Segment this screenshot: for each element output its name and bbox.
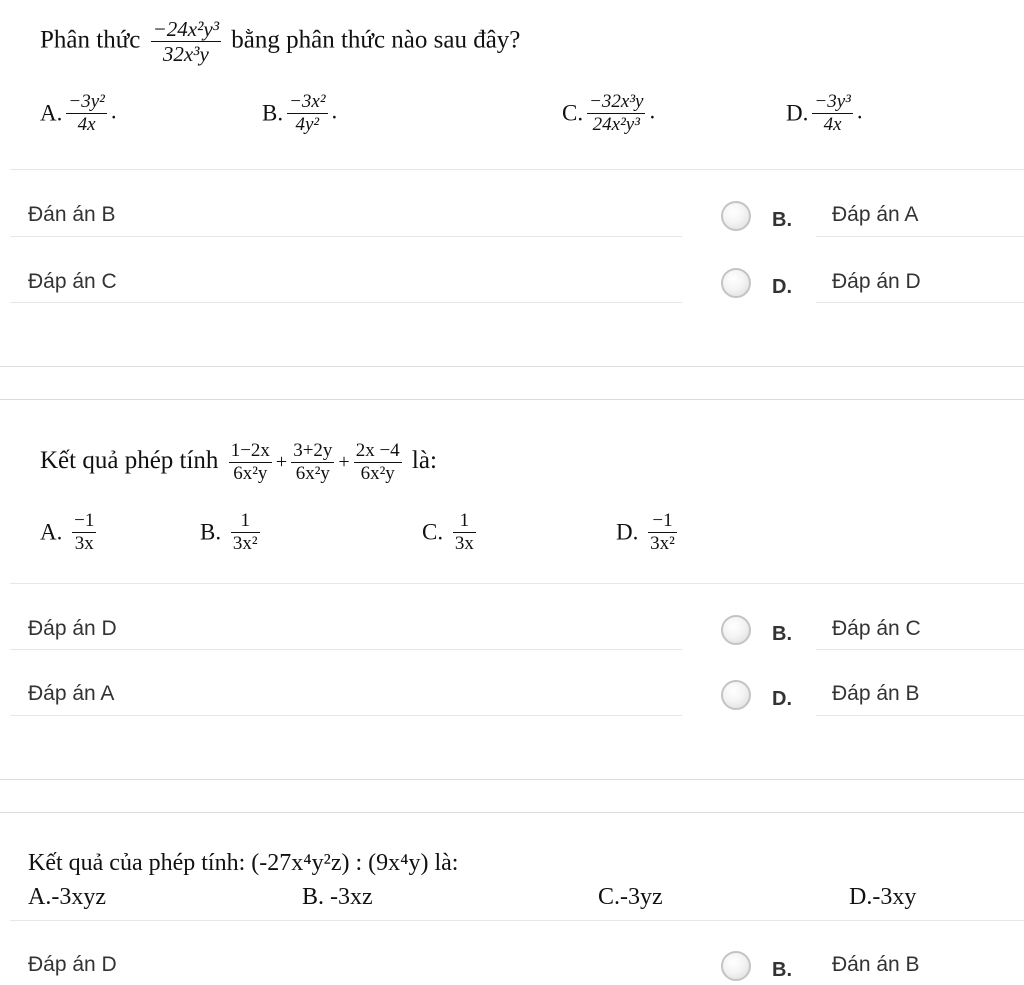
q3-radio-b[interactable] [721,951,751,981]
fraction-denominator: 3x² [232,532,258,554]
fraction-numerator: 1 [453,511,476,533]
option-letter: C. [562,100,584,126]
option-letter: B. [262,100,284,126]
q1-option-d [786,92,863,135]
divider [10,583,1024,584]
option-letter: D. [616,519,639,545]
question-2-fraction-2 [291,441,334,484]
divider [816,302,1024,303]
option-letter: B. [200,519,222,545]
section-separator [0,779,1024,780]
option-fraction [812,92,852,135]
fraction-numerator: −32x³y [589,91,644,112]
q3-option-c: C.-3yz [598,884,663,910]
q2-answer-d[interactable]: Đáp án B [832,682,920,705]
divider [10,236,682,237]
q3-radio-b-label: B. [772,959,792,981]
plus-sign: + [275,451,288,474]
fraction-numerator: 3+2y [293,440,333,461]
fraction-numerator: −3x² [289,91,326,112]
option-letter: A. [40,100,63,126]
q2-radio-d[interactable] [721,680,751,710]
option-fraction [72,511,96,554]
question-2-prefix: Kết quả phép tính [40,447,219,475]
divider [10,715,682,716]
plus-sign: + [338,451,350,474]
fraction-numerator: 1−2x [230,440,270,461]
q2-radio-b-label: B. [772,623,792,645]
q1-answer-d[interactable]: Đáp án D [832,270,921,293]
question-1-prefix: Phân thức [40,26,141,54]
q2-radio-d-label: D. [772,688,792,710]
fraction-denominator: 4x [77,113,96,135]
fraction-denominator: 3x² [650,532,675,554]
question-3-text: Kết quả của phép tính: (-27x⁴y²z) : (9x⁴y) là: [28,850,459,876]
fraction-denominator: 4y² [295,113,320,135]
q1-option-c [562,92,655,135]
q1-option-b [262,92,337,135]
q3-option-a: A.-3xyz [28,884,106,910]
fraction-denominator: 3x [74,532,94,554]
fraction-numerator: 2x −4 [355,440,400,461]
option-fraction [587,92,645,135]
q1-answer-c[interactable]: Đáp án C [28,270,117,293]
fraction-denominator: 6x²y [295,462,330,484]
question-1-text [40,18,520,65]
section-separator [0,399,1024,400]
fraction-denominator: 32x³y [162,42,209,67]
divider [816,236,1024,237]
q3-option-d: D.-3xy [849,884,917,910]
q2-answer-a[interactable]: Đáp án D [28,617,117,640]
q3-answer-a[interactable]: Đáp án D [28,953,117,976]
divider [10,649,682,650]
q2-option-a [40,511,100,554]
q2-answer-c[interactable]: Đáp án A [28,682,115,705]
option-tail: . [856,98,863,124]
fraction-numerator: 1 [231,511,260,533]
section-separator [0,812,1024,813]
q2-option-c [422,511,480,554]
fraction-denominator: 24x²y³ [592,113,640,135]
fraction-denominator: 6x²y [360,462,395,484]
q1-radio-b-label: B. [772,209,792,231]
fraction-numerator: −24x²y³ [152,17,219,41]
fraction-denominator: 6x²y [233,462,268,484]
option-letter: A. [40,519,63,545]
option-tail: . [649,98,656,124]
option-tail: . [331,98,338,124]
q1-radio-d[interactable] [721,268,751,298]
q1-radio-d-label: D. [772,276,792,298]
q2-option-b [200,511,264,554]
q3-option-b: B. -3xz [302,884,373,910]
question-1-fraction [151,18,221,65]
option-fraction [66,92,106,135]
fraction-denominator: 4x [823,113,842,135]
q1-answer-a[interactable]: Đán án B [28,203,116,226]
divider [10,920,1024,921]
question-2-fraction-3 [354,441,402,484]
option-letter: C. [422,519,444,545]
option-fraction [231,511,260,554]
question-1-suffix: bằng phân thức nào sau đây? [231,26,521,54]
fraction-numerator: −1 [648,511,677,533]
q2-option-d [616,511,681,554]
q2-answer-b[interactable]: Đáp án C [832,617,921,640]
fraction-numerator: −1 [74,510,95,531]
section-separator [0,366,1024,367]
option-fraction [287,92,327,135]
fraction-numerator: −3y² [68,91,105,112]
option-letter: D. [786,100,809,126]
option-fraction [453,511,476,554]
question-2-suffix: là: [411,447,437,475]
q1-option-a [40,92,117,135]
option-fraction [648,511,677,554]
q2-radio-b[interactable] [721,615,751,645]
question-2-fraction-1 [229,441,272,484]
q1-radio-b[interactable] [721,201,751,231]
question-2-text [40,441,437,484]
fraction-denominator: 3x [454,532,474,554]
divider [816,649,1024,650]
divider [816,715,1024,716]
fraction-numerator: −3y³ [814,91,851,112]
q1-answer-b[interactable]: Đáp án A [832,203,919,226]
divider [10,302,682,303]
q3-answer-b[interactable]: Đán án B [832,953,920,976]
option-tail: . [110,98,117,124]
divider [10,169,1024,170]
